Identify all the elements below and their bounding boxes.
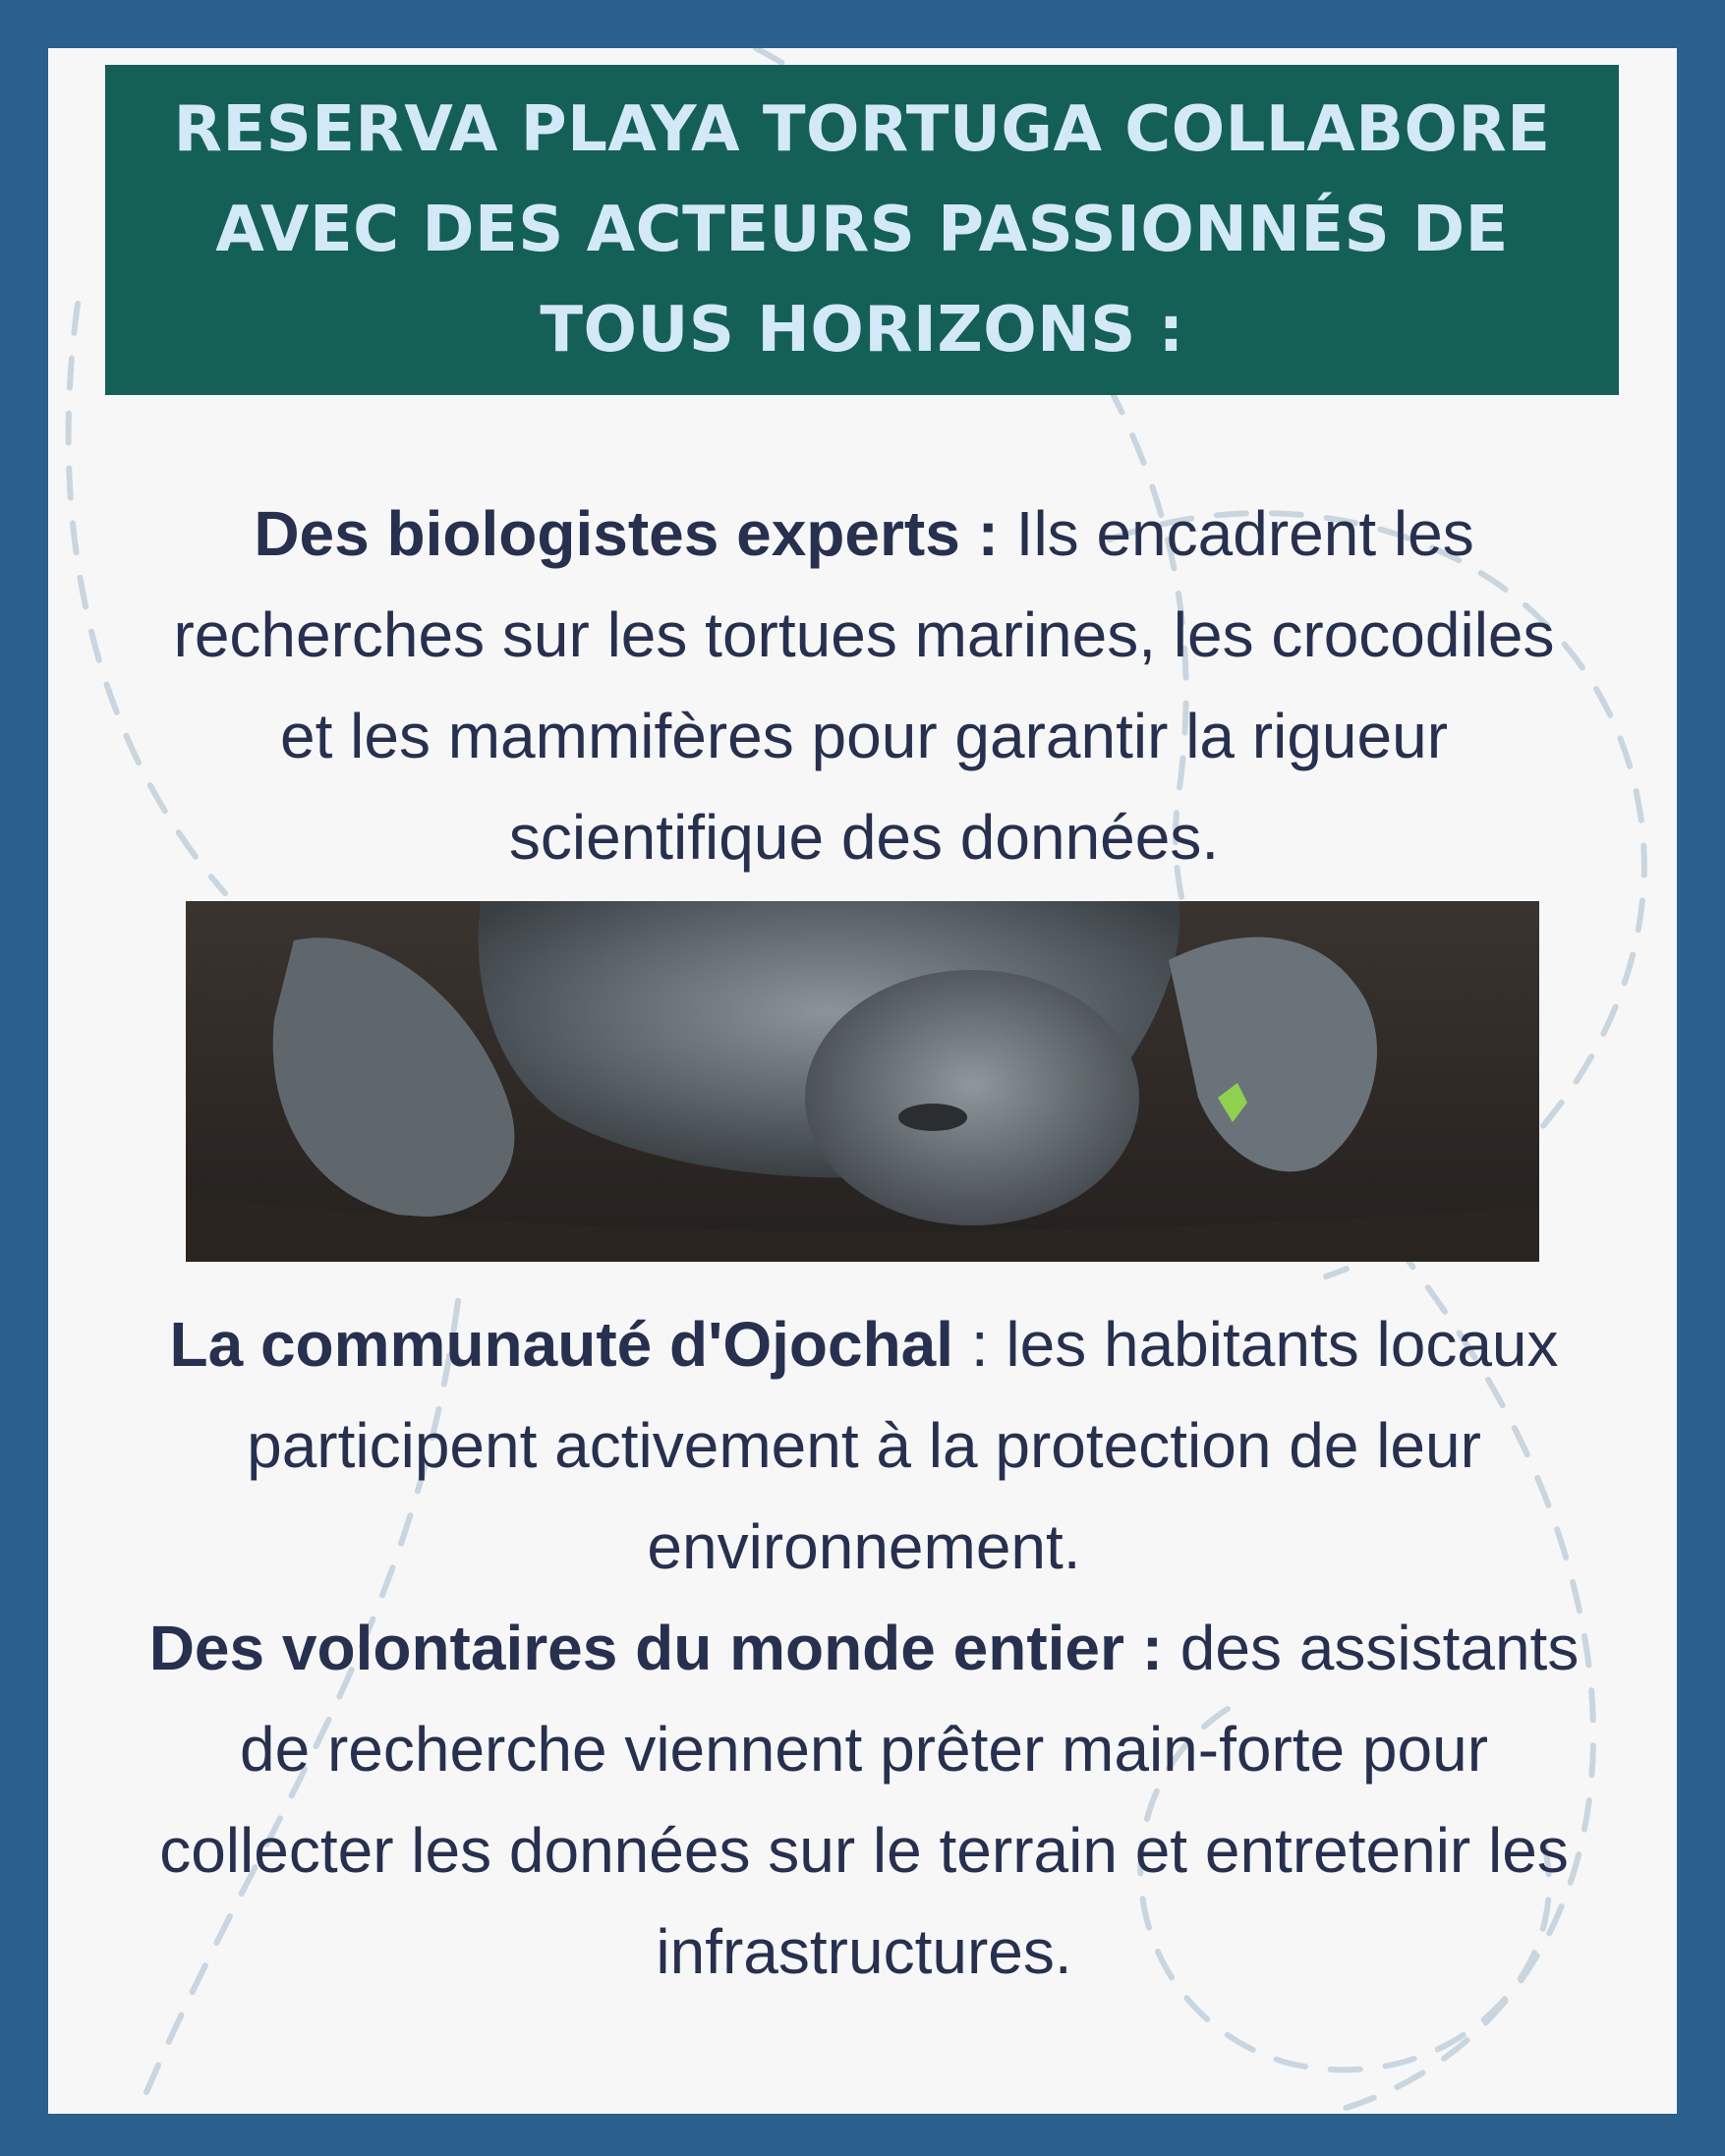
poster-card <box>48 48 1677 2114</box>
community-text: : les habitants locaux participent activement à la protection de leur environnement. <box>247 1309 1559 1582</box>
title-banner <box>105 65 1619 395</box>
community-paragraph <box>146 1294 1581 1598</box>
page-title: RESERVA PLAYA TORTUGA COLLABORE AVEC DES ACTEURS PASSIONNÉS DE TOUS HORIZONS : <box>173 93 1551 367</box>
volunteers-text: des assistants de recherche viennent prêter main-forte pour collecter les données sur le terrain et entretenir les infrastructures. <box>159 1613 1580 1987</box>
biologists-paragraph <box>146 483 1581 888</box>
biologists-heading: Des biologistes experts : <box>254 498 999 569</box>
biologists-text: Ils encadrent les recherches sur les tortues marines, les crocodiles et les mammifères pour garantir la rigueur scientifique des données. <box>173 498 1555 873</box>
turtle-image <box>186 901 1539 1262</box>
volunteers-paragraph <box>146 1598 1581 2003</box>
turtle-photo <box>186 901 1539 1262</box>
community-heading: La communauté d'Ojochal <box>169 1309 954 1380</box>
volunteers-heading: Des volontaires du monde entier : <box>148 1613 1180 1683</box>
